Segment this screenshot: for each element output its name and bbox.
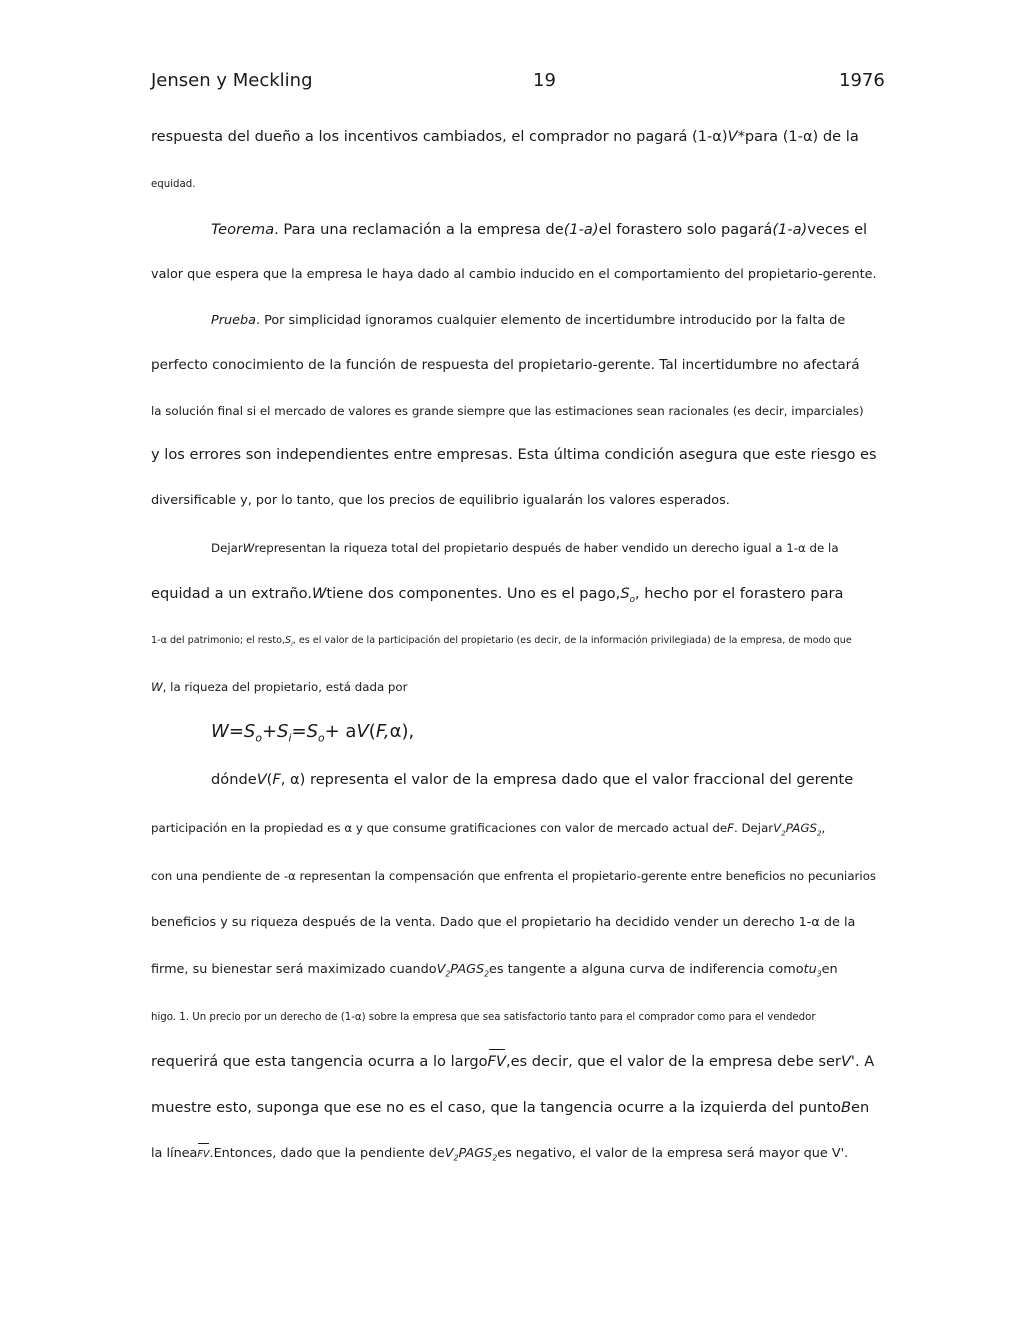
theorem-label: Teorema: [211, 221, 275, 238]
text-line-10: DejarWrepresentan la riqueza total del propietario después de haber vendido un derecho igual a 1-α de la: [211, 541, 839, 555]
text-line-22: muestre esto, suponga que ese no es el caso, que la tangencia ocurre a la izquierda del puntoBen: [151, 1099, 870, 1116]
text-line-4: valor que espera que la empresa le haya dado al cambio inducido en el comportamiento del propietario-gerente.: [151, 267, 877, 282]
text-line-21: requerirá que esta tangencia ocurra a lo largoFV,es decir, que el valor de la empresa debe serV'. A: [151, 1053, 875, 1070]
text-line-17: con una pendiente de -α representan la compensación que enfrenta el propietario-gerente entre beneficios no pecuniarios: [151, 869, 877, 883]
theorem-line: Teorema. Para una reclamación a la empresa de(1-a)el forastero solo pagará(1-a)veces el: [211, 221, 868, 238]
text-line-8: y los errores son independientes entre empresas. Esta última condición asegura que este riesgo es: [151, 446, 877, 463]
line-fv-overlined: FV: [487, 1053, 506, 1070]
proof-line: Prueba. Por simplicidad ignoramos cualquier elemento de incertidumbre introducido por la falta de: [211, 313, 846, 328]
running-header-year: 1976: [839, 70, 885, 91]
text-line-6: perfecto conocimiento de la función de respuesta del propietario-gerente. Tal incertidumbre no afectará: [151, 357, 860, 373]
text-line-23: la líneaFV.Entonces, dado que la pendiente $deV_2PAGS_2es$ negativo, el valor de la empresa será mayor que V'.: [151, 1146, 849, 1163]
wealth-equation: $W=S_o+S_i=S_o+ aV(F,\alpha)$,: [211, 721, 415, 745]
text-line-2: equidad.: [151, 179, 196, 190]
running-header-authors: Jensen y Meckling: [151, 70, 313, 91]
text-line-9: diversificable y, por lo tanto, que los precios de equilibrio igualarán los valores esperados.: [151, 493, 730, 508]
text-line-7: la solución final si el mercado de valores es grande siempre que las estimaciones sean racionales (es decir, imparciales): [151, 404, 864, 418]
text-line-11: equidad a un extraño.Wtiene dos componentes. Uno es el $pago,S_o$, hecho por el forastero para: [151, 585, 844, 605]
page-number: 19: [533, 70, 556, 91]
text-line-15: dóndeV(F, α) representa el valor de la empresa dado que el valor fraccional del gerente: [211, 771, 854, 788]
text-line-20: higo. 1. Un precio por un derecho de (1-α) sobre la empresa que sea satisfactorio tanto para el comprador como para el vendedor: [151, 1012, 816, 1023]
text-line-16: participación en la propiedad es α y que consume gratificaciones con valor de mercado actual deF. $DejarV_2PAGS_2$,: [151, 821, 826, 838]
text-line-19: firme, su bienestar será maximizado $cuandoV_2PAGS_2es$ tangente a alguna curva de indiferencia comotu$_3$en: [151, 962, 838, 979]
text-line-12: 1-α del patrimonio; el $resto,S_i$, es el valor de la participación del propietario (es decir, de la información privilegiada) de la empresa, de modo que: [151, 635, 852, 648]
text-line-13: W, la riqueza del propietario, está dada por: [151, 680, 408, 694]
text-line-1: respuesta del dueño a los incentivos cambiados, el comprador no pagará (1-α)V*para (1-α) de la: [151, 128, 859, 145]
text-line-18: beneficios y su riqueza después de la venta. Dado que el propietario ha decidido vender un derecho 1-α de la: [151, 915, 856, 930]
line-fv-overlined: FV: [197, 1146, 209, 1164]
proof-label: Prueba: [211, 313, 256, 328]
